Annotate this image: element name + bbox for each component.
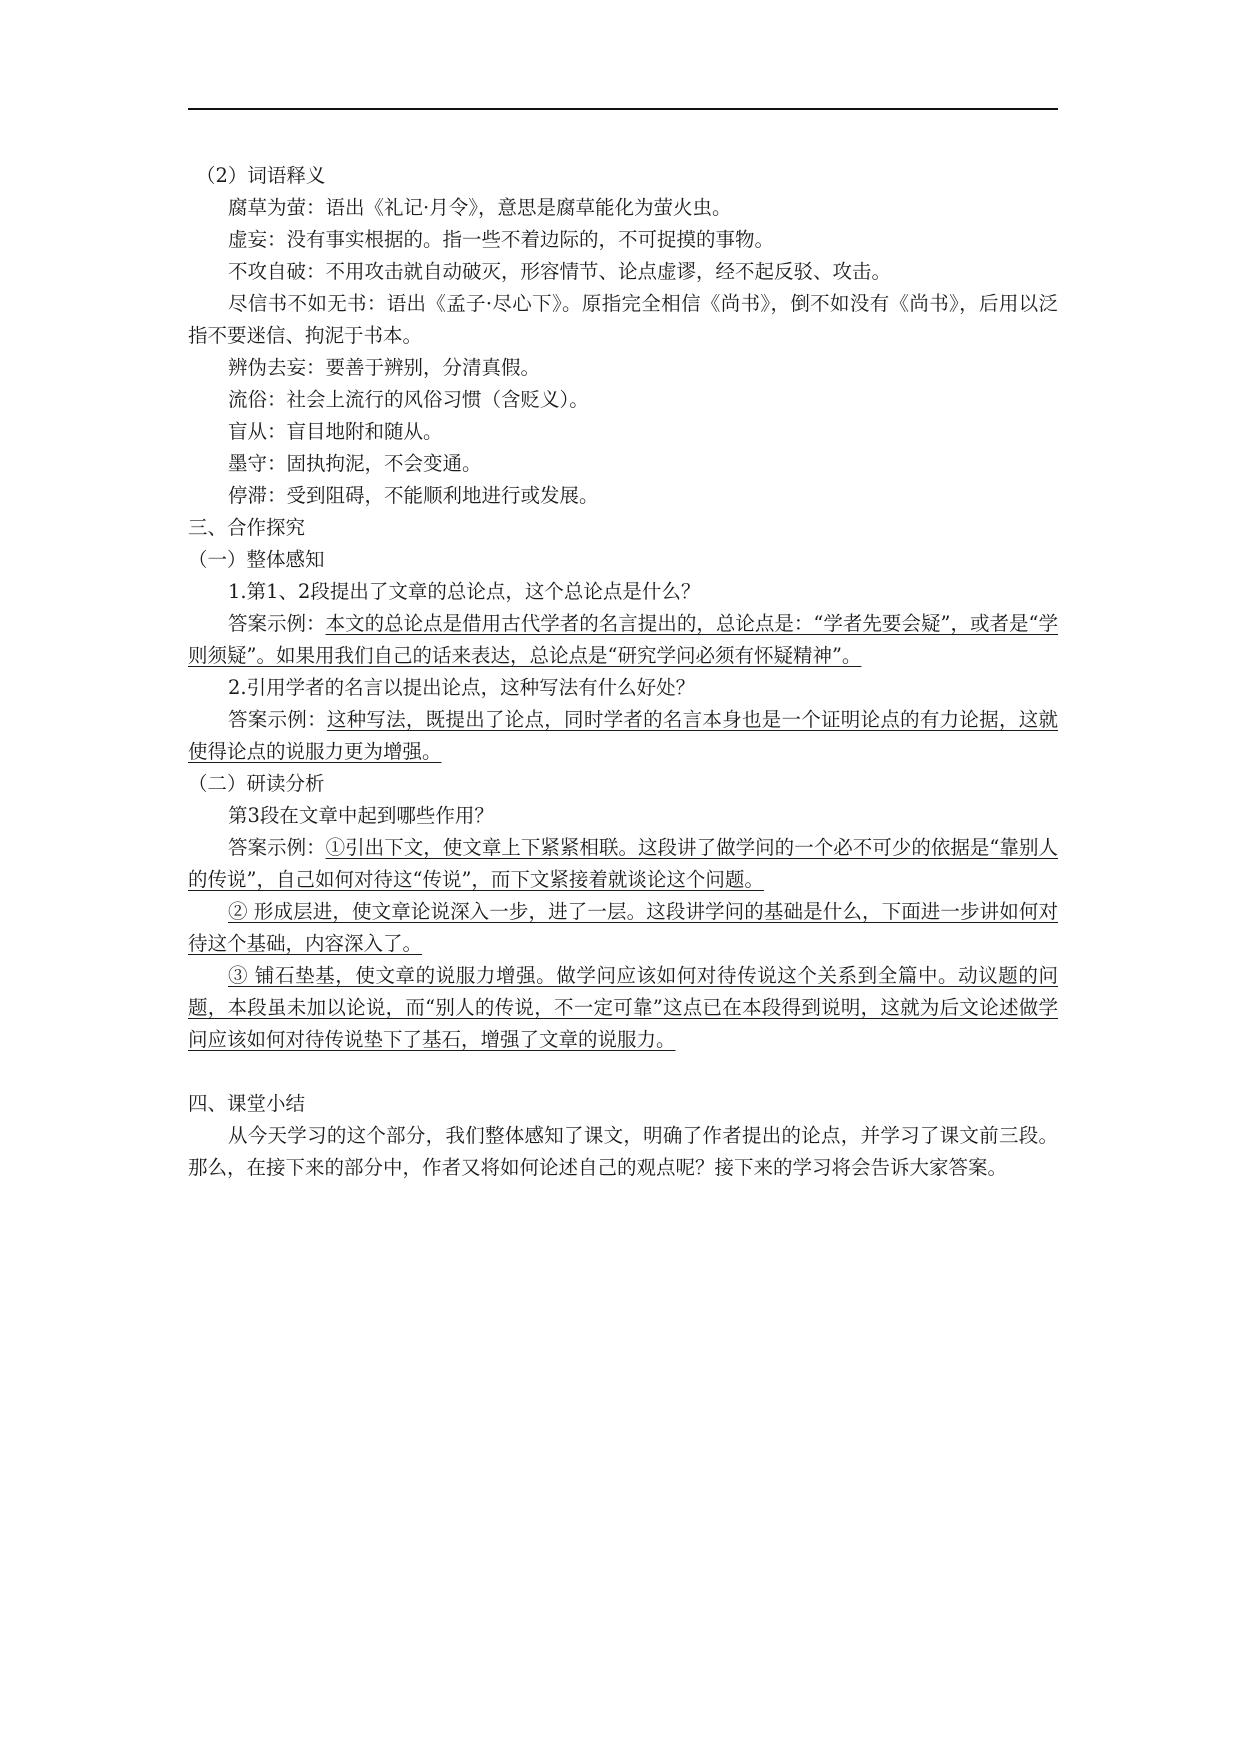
answer-point [188,832,1058,896]
answer-point [188,960,1058,1056]
term-definition: 尽信书不如无书：语出《孟子·尽心下》。原指完全相信《尚书》，倒不如没有《尚书》，后用以泛指不要迷信、拘泥于书本。 [188,292,1058,347]
answer-label: 答案示例： [228,612,326,635]
answer-2 [188,704,1058,768]
document-body [188,160,1058,1184]
term-definition: 盲从：盲目地附和随从。 [228,420,443,443]
paragraph-gap [188,1056,1058,1088]
question-2: 2.引用学者的名言以提出论点，这种写法有什么好处？ [228,676,696,699]
answer-text: ② 形成层进，使文章论说深入一步，进了一层。这段讲学问的基础是什么，下面进一步讲如何对待这个基础，内容深入了。 [188,900,1058,955]
answer-label: 答案示例： [228,708,327,731]
answer-text: ③ 铺石垫基，使文章的说服力增强。做学问应该如何对待传说这个关系到全篇中。动议题的问题，本段虽未加以论说，而“别人的传说，不一定可靠”这点已在本段得到说明，这就为后文论述做学问应该如何对待传说垫下了基石，增强了文章的说服力。 [188,964,1058,1051]
header-rule [188,108,1058,110]
section-heading-vocab: （2）词语释义 [196,164,326,187]
answer-point [188,896,1058,960]
question-1: 1.第1、2段提出了文章的总论点，这个总论点是什么？ [228,580,701,603]
answer-text: 本文的总论点是借用古代学者的名言提出的，总论点是：“学者先要会疑”，或者是“学则须疑”。如果用我们自己的话来表达，总论点是“研究学问必须有怀疑精神”。 [188,612,1058,667]
question-3: 第3段在文章中起到哪些作用？ [228,804,494,827]
section-heading-summary: 四、课堂小结 [188,1092,306,1115]
term-definition: 流俗：社会上流行的风俗习惯（含贬义）。 [228,388,589,411]
subsection-heading-overview: （一）整体感知 [188,548,325,571]
answer-label: 答案示例： [228,836,326,859]
section-heading-explore: 三、合作探究 [188,516,306,539]
answer-1 [188,608,1058,672]
term-definition: 不攻自破：不用攻击就自动破灭，形容情节、论点虚谬，经不起反驳、攻击。 [228,260,892,283]
term-definition: 辨伪去妄：要善于辨别，分清真假。 [228,356,541,379]
term-definition: 停滞：受到阻碍，不能顺利地进行或发展。 [228,484,599,507]
term-definition: 墨守：固执拘泥，不会变通。 [228,452,482,475]
term-definition: 腐草为萤：语出《礼记·月令》，意思是腐草能化为萤火虫。 [228,196,732,219]
term-definition: 虚妄：没有事实根据的。指一些不着边际的，不可捉摸的事物。 [228,228,775,251]
answer-text: 这种写法，既提出了论点，同时学者的名言本身也是一个证明论点的有力论据，这就使得论点的说服力更为增强。 [188,708,1058,763]
answer-text: ①引出下文，使文章上下紧紧相联。这段讲了做学问的一个必不可少的依据是“靠别人的传说”，自己如何对待这“传说”，而下文紧接着就谈论这个问题。 [188,836,1058,891]
subsection-heading-analysis: （二）研读分析 [188,772,325,795]
summary-paragraph: 从今天学习的这个部分，我们整体感知了课文，明确了作者提出的论点，并学习了课文前三段。那么，在接下来的部分中，作者又将如何论述自己的观点呢？接下来的学习将会告诉大家答案。 [188,1124,1058,1179]
